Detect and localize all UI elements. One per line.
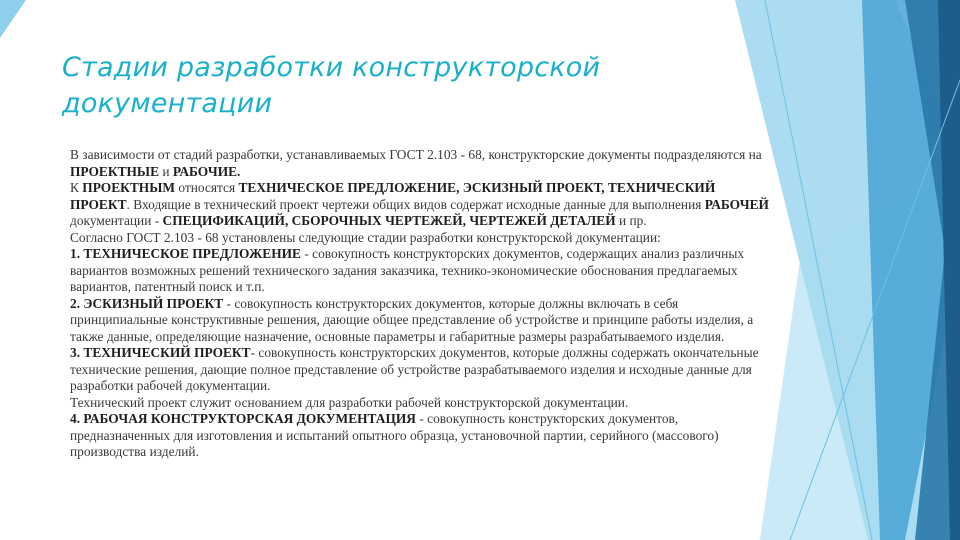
text-run: и [159,163,173,179]
bold-term: 1. ТЕХНИЧЕСКОЕ ПРЕДЛОЖЕНИЕ [70,246,301,261]
body-paragraph [70,345,770,395]
text-run: Согласно ГОСТ 2.103 - 68 установлены следующие стадии разработки конструкторской документации: [70,229,661,245]
deco-light-wedge-left [0,0,26,38]
text-run: К [70,180,83,195]
bold-term: ПРОЕКТНЫМ [82,180,175,195]
body-paragraph [70,411,770,461]
text-run: - совокупность конструкторских документов, которые должны содержать окончательные технические решения, дающие полное представление об устройстве разрабатываемого изделия и исходные данные для разработки рабочей документации. [70,345,759,393]
body-paragraph [70,180,770,230]
text-run: и пр. [615,213,647,228]
text-run: Технический проект служит основанием для разработки рабочей конструкторской документации. [70,394,629,410]
bold-term: ПРОЕКТНЫЕ [70,163,160,179]
body-paragraph [70,296,770,346]
body-paragraph [70,395,770,412]
bold-term: РАБОЧЕЙ [704,196,769,212]
text-run: - совокупность конструкторских документов, предназначенных для изготовления и испытаний опытного образца, установочной партии, серийного (массового) производства изделий. [70,411,719,459]
text-run: относятся [175,180,239,195]
body-paragraph [70,230,770,247]
bold-term: 3. ТЕХНИЧЕСКИЙ ПРОЕКТ [70,345,251,360]
body-paragraph [70,246,770,296]
bold-term: РАБОЧИЕ. [172,163,241,179]
text-run: документации - [70,213,163,228]
bold-term: СПЕЦИФИКАЦИЙ, СБОРОЧНЫХ ЧЕРТЕЖЕЙ, ЧЕРТЕЖЕЙ ДЕТАЛЕЙ [162,213,616,228]
body-text [70,147,770,461]
bold-term: 2. ЭСКИЗНЫЙ ПРОЕКТ [70,295,224,311]
text-run: - совокупность конструкторских документов, содержащих анализ различных вариантов возможных решений технического задания заказчика, технико-экономические обоснования предлагаемых вариантов, патентный поиск и т.п. [70,246,745,294]
body-paragraph [70,147,770,180]
bold-term: 4. РАБОЧАЯ КОНСТРУКТОРСКАЯ ДОКУМЕНТАЦИЯ [70,411,416,426]
bold-term: ТЕХНИЧЕСКОЕ ПРЕДЛОЖЕНИЕ, ЭСКИЗНЫЙ ПРОЕКТ, ТЕХНИЧЕСКИЙ ПРОЕКТ [70,180,716,212]
page-title: Стадии разработки конструкторской документации [62,52,601,119]
text-run: . Входящие в технический проект чертежи общих видов содержат исходные данные для выполнения [126,196,705,212]
text-run: - совокупность конструкторских документов, которые должны включать в себя принципиальные конструктивные решения, дающие общее представление об устройстве и принципе работы изделия, а также данные, определяющие назначение, основные параметры и габаритные размеры разрабатываемого изделия. [70,295,754,344]
text-run: В зависимости от стадий разработки, устанавливаемых ГОСТ 2.103 - 68, конструкторские документы подразделяются на [70,147,762,162]
